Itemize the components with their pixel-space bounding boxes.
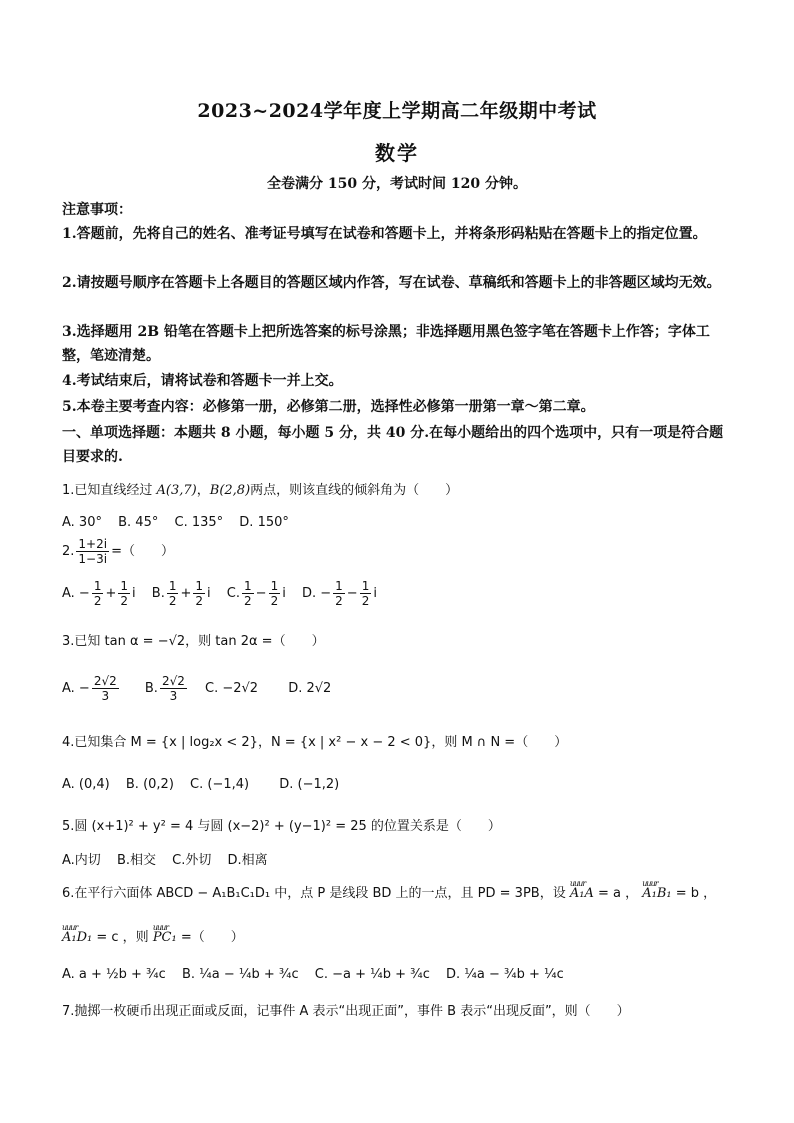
q6-vector-a1b1: uuur A₁B₁ — [642, 884, 671, 904]
q2-fraction — [76, 537, 109, 566]
q2-b-frac-1 — [167, 579, 179, 608]
frac-den: 3 — [169, 689, 178, 703]
q2-a-op: + — [105, 586, 117, 601]
frac-num: 1 — [120, 579, 129, 593]
q2-d-frac-1 — [333, 579, 345, 608]
frac-den: 2 — [270, 594, 279, 608]
q2-numerator: 1+2i — [78, 537, 108, 551]
q6-vector-pc1-eq: =（ ） — [176, 930, 244, 945]
frac-den: 2 — [195, 594, 204, 608]
q2-b-op: + — [180, 586, 192, 601]
q1-point-b: B(2,8) — [209, 483, 251, 498]
notice-item-3: 3.选择题用 2B 铅笔在答题卡上把所选答案的标号涂黑；非选择题用黑色签字笔在答题卡上作答；字体工整，笔迹清楚。 — [62, 324, 710, 364]
question-6-cont — [62, 928, 742, 948]
q2-d-suffix: i — [373, 586, 377, 601]
q2-a-frac-1 — [92, 579, 104, 608]
q5-option-d: D.相离 — [227, 853, 268, 868]
question-1 — [62, 481, 742, 501]
frac-num: 1 — [93, 579, 102, 593]
q1-option-c: C. 135° — [174, 515, 224, 530]
notice-item-1: 1.答题前，先将自己的姓名、准考证号填写在试卷和答题卡上，并将条形码粘贴在答题卡上的指定位置。 — [62, 226, 707, 242]
section-heading: 一、单项选择题：本题共 8 小题，每小题 5 分，共 40 分.在每小题给出的四个选项中，只有一项是符合题目要求的. — [62, 425, 724, 465]
q1-option-a: A. 30° — [62, 515, 102, 530]
frac-den: 2 — [361, 594, 370, 608]
q4-option-c: C. (−1,4) — [190, 777, 250, 792]
q4-option-a: A. (0,4) — [62, 777, 110, 792]
subject-title: 数学 — [375, 141, 419, 165]
q2-d-op: − — [346, 586, 358, 601]
q2-option-a — [62, 579, 136, 608]
q2-a-suffix: i — [132, 586, 136, 601]
q1-options — [62, 513, 742, 533]
q2-number: 2. — [62, 544, 75, 559]
q2-c-frac-2 — [269, 579, 281, 608]
q6-option-b: B. ¼a − ¼b + ¾c — [181, 967, 299, 982]
q4-options — [62, 775, 742, 795]
q2-c-suffix: i — [282, 586, 286, 601]
q2-c-op: − — [255, 586, 267, 601]
q6-option-a: A. a + ½b + ¾c — [62, 967, 166, 982]
q6-vector-a1b1-eq: = b ， — [671, 886, 717, 901]
q2-tail: =（ ） — [111, 544, 174, 559]
q1-separator: ， — [196, 483, 210, 498]
q1-point-a: A(3,7) — [156, 483, 197, 498]
q2-option-d — [301, 579, 377, 608]
q4-option-b: B. (0,2) — [125, 777, 174, 792]
q6-stem: 6.在平行六面体 ABCD − A₁B₁C₁D₁ 中，点 P 是线段 BD 上的一点，且 PD = 3PB，设 — [62, 886, 566, 901]
frac-num: 2√2 — [161, 674, 185, 688]
frac-num: 1 — [361, 579, 370, 593]
score-line: 全卷满分 150 分，考试时间 120 分钟。 — [267, 176, 527, 192]
q6-option-d: D. ¼a − ¾b + ¼c — [446, 967, 564, 982]
q1-stem-a: 1.已知直线经过 — [62, 483, 153, 498]
q2-d-frac-2 — [360, 579, 372, 608]
q2-option-b — [151, 579, 211, 608]
notice-heading: 注意事项： — [62, 202, 132, 218]
question-3: 3.已知 tan α = −√2，则 tan 2α =（ ） — [62, 634, 325, 649]
frac-den: 2 — [335, 594, 343, 608]
question-5: 5.圆 (x+1)² + y² = 4 与圆 (x−2)² + (y−1)² = 25 的位置关系是（ ） — [62, 819, 501, 834]
q2-a-prefix: A. − — [62, 586, 90, 601]
q6-vector-a1d1: uuur A₁D₁ — [62, 928, 92, 948]
q5-option-c: C.外切 — [172, 853, 212, 868]
q6-vector-a1a: uuur A₁A — [570, 884, 594, 904]
question-2 — [62, 537, 742, 566]
frac-num: 1 — [244, 579, 252, 593]
q3-a-frac — [92, 674, 119, 703]
exam-title: 2023~2024学年度上学期高二年级期中考试 — [197, 100, 597, 122]
q6-option-c: C. −a + ¼b + ¾c — [314, 967, 430, 982]
q6-vector-a1a-eq: = a ， — [593, 886, 639, 901]
q3-options — [62, 674, 742, 703]
notice-item-2: 2.请按题号顺序在答题卡上各题目的答题区域内作答，写在试卷、草稿纸和答题卡上的非答题区域均无效。 — [62, 275, 721, 291]
frac-den: 2 — [168, 594, 177, 608]
frac-den: 3 — [101, 689, 110, 703]
q1-stem-b: 两点，则该直线的倾斜角为（ ） — [250, 483, 459, 498]
frac-den: 2 — [120, 594, 129, 608]
frac-num: 1 — [335, 579, 343, 593]
q2-b-suffix: i — [207, 586, 211, 601]
q3-option-c: C. −2√2 — [205, 681, 259, 696]
frac-num: 1 — [195, 579, 204, 593]
q2-b-prefix: B. — [151, 586, 165, 601]
frac-num: 2√2 — [93, 674, 117, 688]
q2-denominator: 1−3i — [78, 552, 108, 566]
q3-b-frac — [160, 674, 187, 703]
q2-c-frac-1 — [242, 579, 254, 608]
q6-options — [62, 965, 742, 985]
q2-b-frac-2 — [193, 579, 205, 608]
q3-option-b — [144, 674, 189, 703]
q5-options — [62, 851, 742, 871]
q2-options — [62, 579, 742, 608]
q2-c-prefix: C. — [226, 586, 241, 601]
frac-num: 1 — [168, 579, 177, 593]
q5-option-a: A.内切 — [62, 853, 101, 868]
notice-item-5: 5.本卷主要考查内容：必修第一册，必修第二册，选择性必修第一册第一章～第二章。 — [62, 399, 595, 415]
question-6 — [62, 884, 742, 904]
frac-num: 1 — [270, 579, 279, 593]
q3-option-a — [62, 674, 121, 703]
q3-b-prefix: B. — [144, 681, 158, 696]
frac-den: 2 — [244, 594, 252, 608]
q6-vector-pc1: uuur PC₁ — [153, 928, 177, 948]
q1-option-b: B. 45° — [118, 515, 159, 530]
question-4: 4.已知集合 M = {x | log₂x < 2}，N = {x | x² − x − 2 < 0}，则 M ∩ N =（ ） — [62, 735, 568, 750]
q2-a-frac-2 — [118, 579, 130, 608]
q2-d-prefix: D. − — [301, 586, 332, 601]
notice-item-4: 4.考试结束后，请将试卷和答题卡一并上交。 — [62, 373, 343, 389]
q3-option-d: D. 2√2 — [288, 681, 332, 696]
q3-a-prefix: A. − — [62, 681, 90, 696]
q1-option-d: D. 150° — [239, 515, 289, 530]
q4-option-d: D. (−1,2) — [279, 777, 340, 792]
q2-option-c — [226, 579, 286, 608]
question-7: 7.抛掷一枚硬币出现正面或反面，记事件 A 表示“出现正面”，事件 B 表示“出现反面”，则（ ） — [62, 1004, 630, 1019]
q6-vector-a1d1-eq: = c ，则 — [92, 930, 153, 945]
frac-den: 2 — [93, 594, 102, 608]
q5-option-b: B.相交 — [116, 853, 157, 868]
